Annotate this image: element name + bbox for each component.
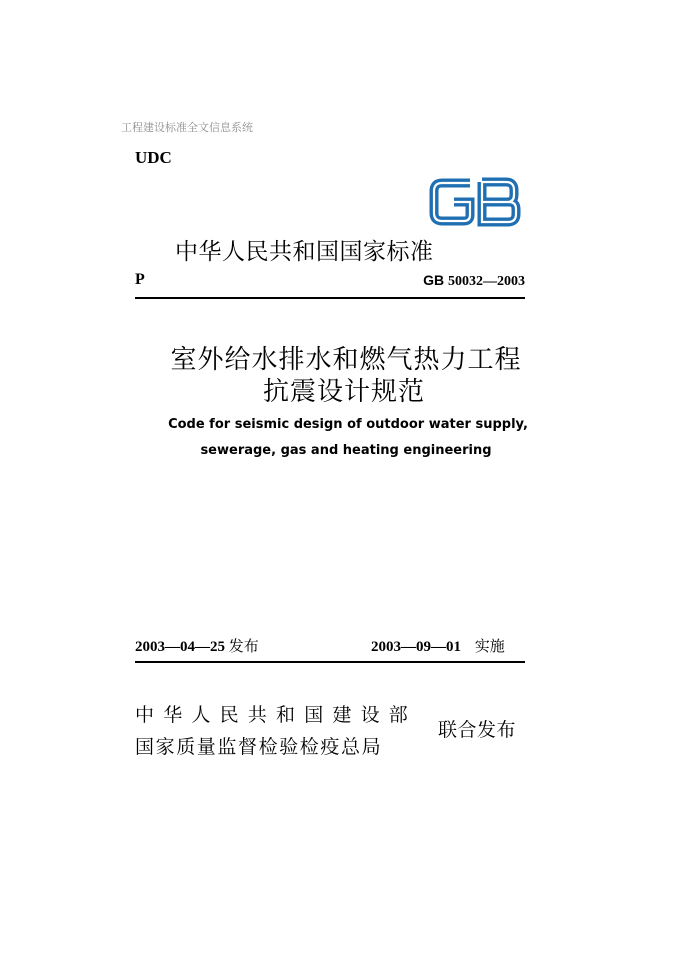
top-divider [135,297,525,299]
issue-date-value: 2003—04—25 [135,639,225,655]
national-standard-heading: 中华人民共和国国家标准 [175,239,434,265]
title-english-line1: Code for seismic design of outdoor water supply, [168,417,528,432]
standard-number-value: 50032—2003 [448,274,525,289]
title-chinese-line1: 室外给水排水和燃气热力工程 [170,345,522,375]
issuer-aqsiq: 国家质量监督检验检疫总局 [135,736,383,758]
issue-date-label: 发布 [228,637,259,655]
issue-date [135,635,259,656]
udc-label: UDC [135,148,172,167]
joint-publish-label: 联合发布 [438,719,517,741]
gb-logo-g-inner [434,183,470,221]
gb-logo [428,177,523,227]
effective-date [371,635,505,656]
classification-code: P [135,271,145,288]
bottom-divider [135,661,525,663]
title-english-line2: sewerage, gas and heating engineering [200,443,492,458]
effective-date-label: 实施 [474,637,505,655]
effective-date-value: 2003—09—01 [371,639,461,655]
issuer-ministry: 中华人民共和国建设部 [135,704,418,726]
standard-number [423,272,525,290]
title-chinese-line2: 抗震设计规范 [262,377,425,407]
watermark-text: 工程建设标准全文信息系统 [121,121,253,134]
standard-number-prefix: GB [423,272,445,288]
